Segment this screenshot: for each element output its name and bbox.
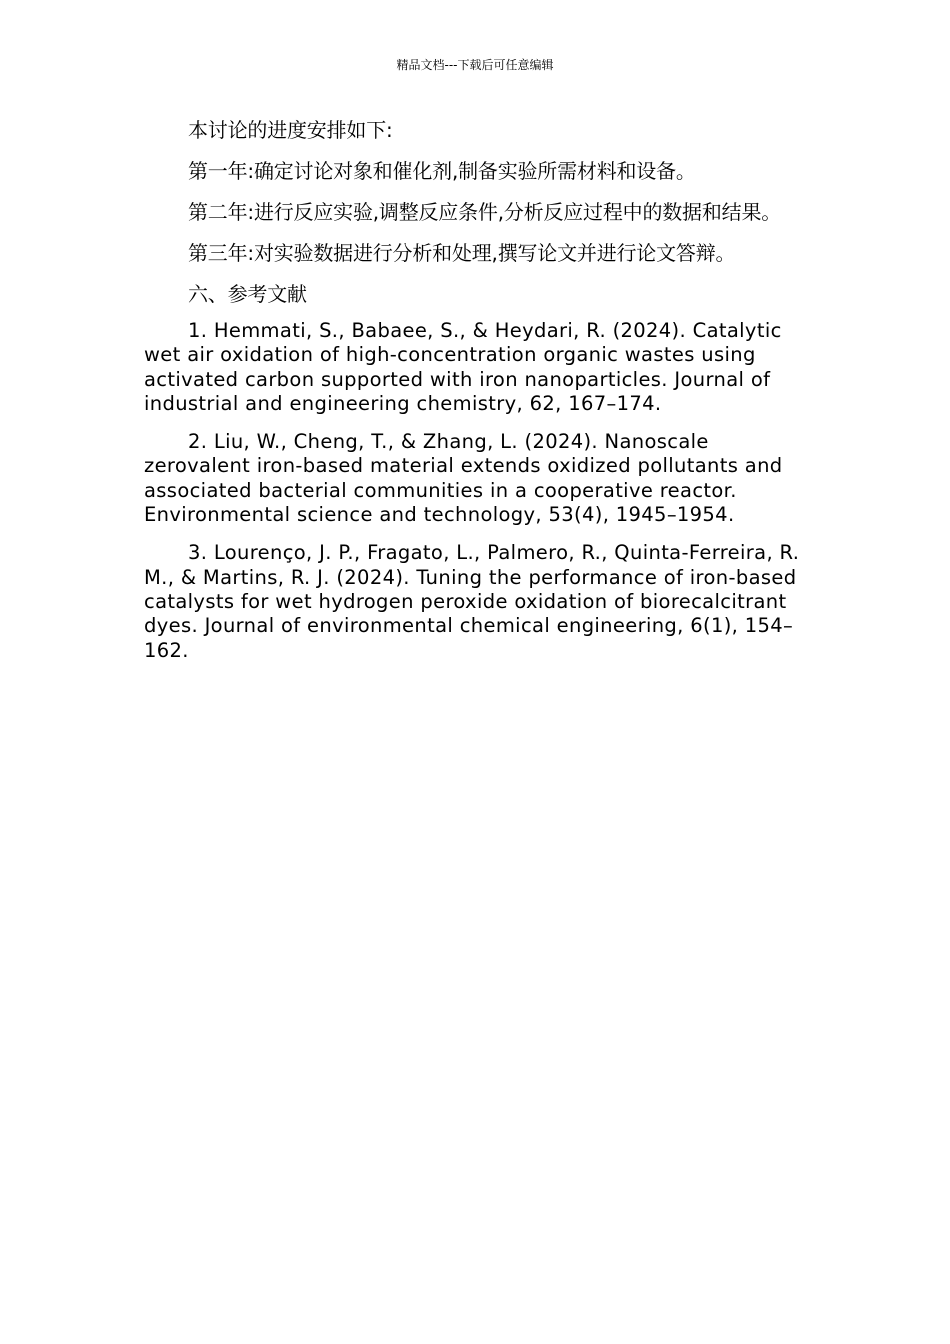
schedule-intro: 本讨论的进度安排如下: [188,118,393,142]
reference-item: 3. Lourenço, J. P., Fragato, L., Palmero, R., Quinta-Ferreira, R. M., & Martins, R. J. (2024). Tuning the performance of iron-based catalysts for wet hydrogen peroxide oxidation of biorecalcitrant dyes. Journal of environmental chemical engineering, 6(1), 154–162. [144,541,800,662]
document-body [144,116,806,663]
reference-item: 1. Hemmati, S., Babaee, S., & Heydari, R. (2024). Catalytic wet air oxidation of high-concentration organic wastes using activated carbon supported with iron nanoparticles. Journal of industrial and engineering chemistry, 62, 167–174. [144,319,782,415]
schedule-year-1: 第一年:确定讨论对象和催化剂,制备实验所需材料和设备。 [188,159,696,183]
page-header: 精品文档---下载后可任意编辑 [396,58,554,72]
references-heading: 六、参考文献 [188,282,307,306]
schedule-year-3: 第三年:对实验数据进行分析和处理,撰写论文并进行论文答辩。 [188,241,736,265]
reference-item: 2. Liu, W., Cheng, T., & Zhang, L. (2024). Nanoscale zerovalent iron-based material extends oxidized pollutants and associated bacterial communities in a cooperative reactor. Environmental science and technology, 53(4), 1945–1954. [144,430,783,527]
schedule-year-2: 第二年:进行反应实验,调整反应条件,分析反应过程中的数据和结果。 [188,200,782,224]
reference-list [144,319,806,663]
